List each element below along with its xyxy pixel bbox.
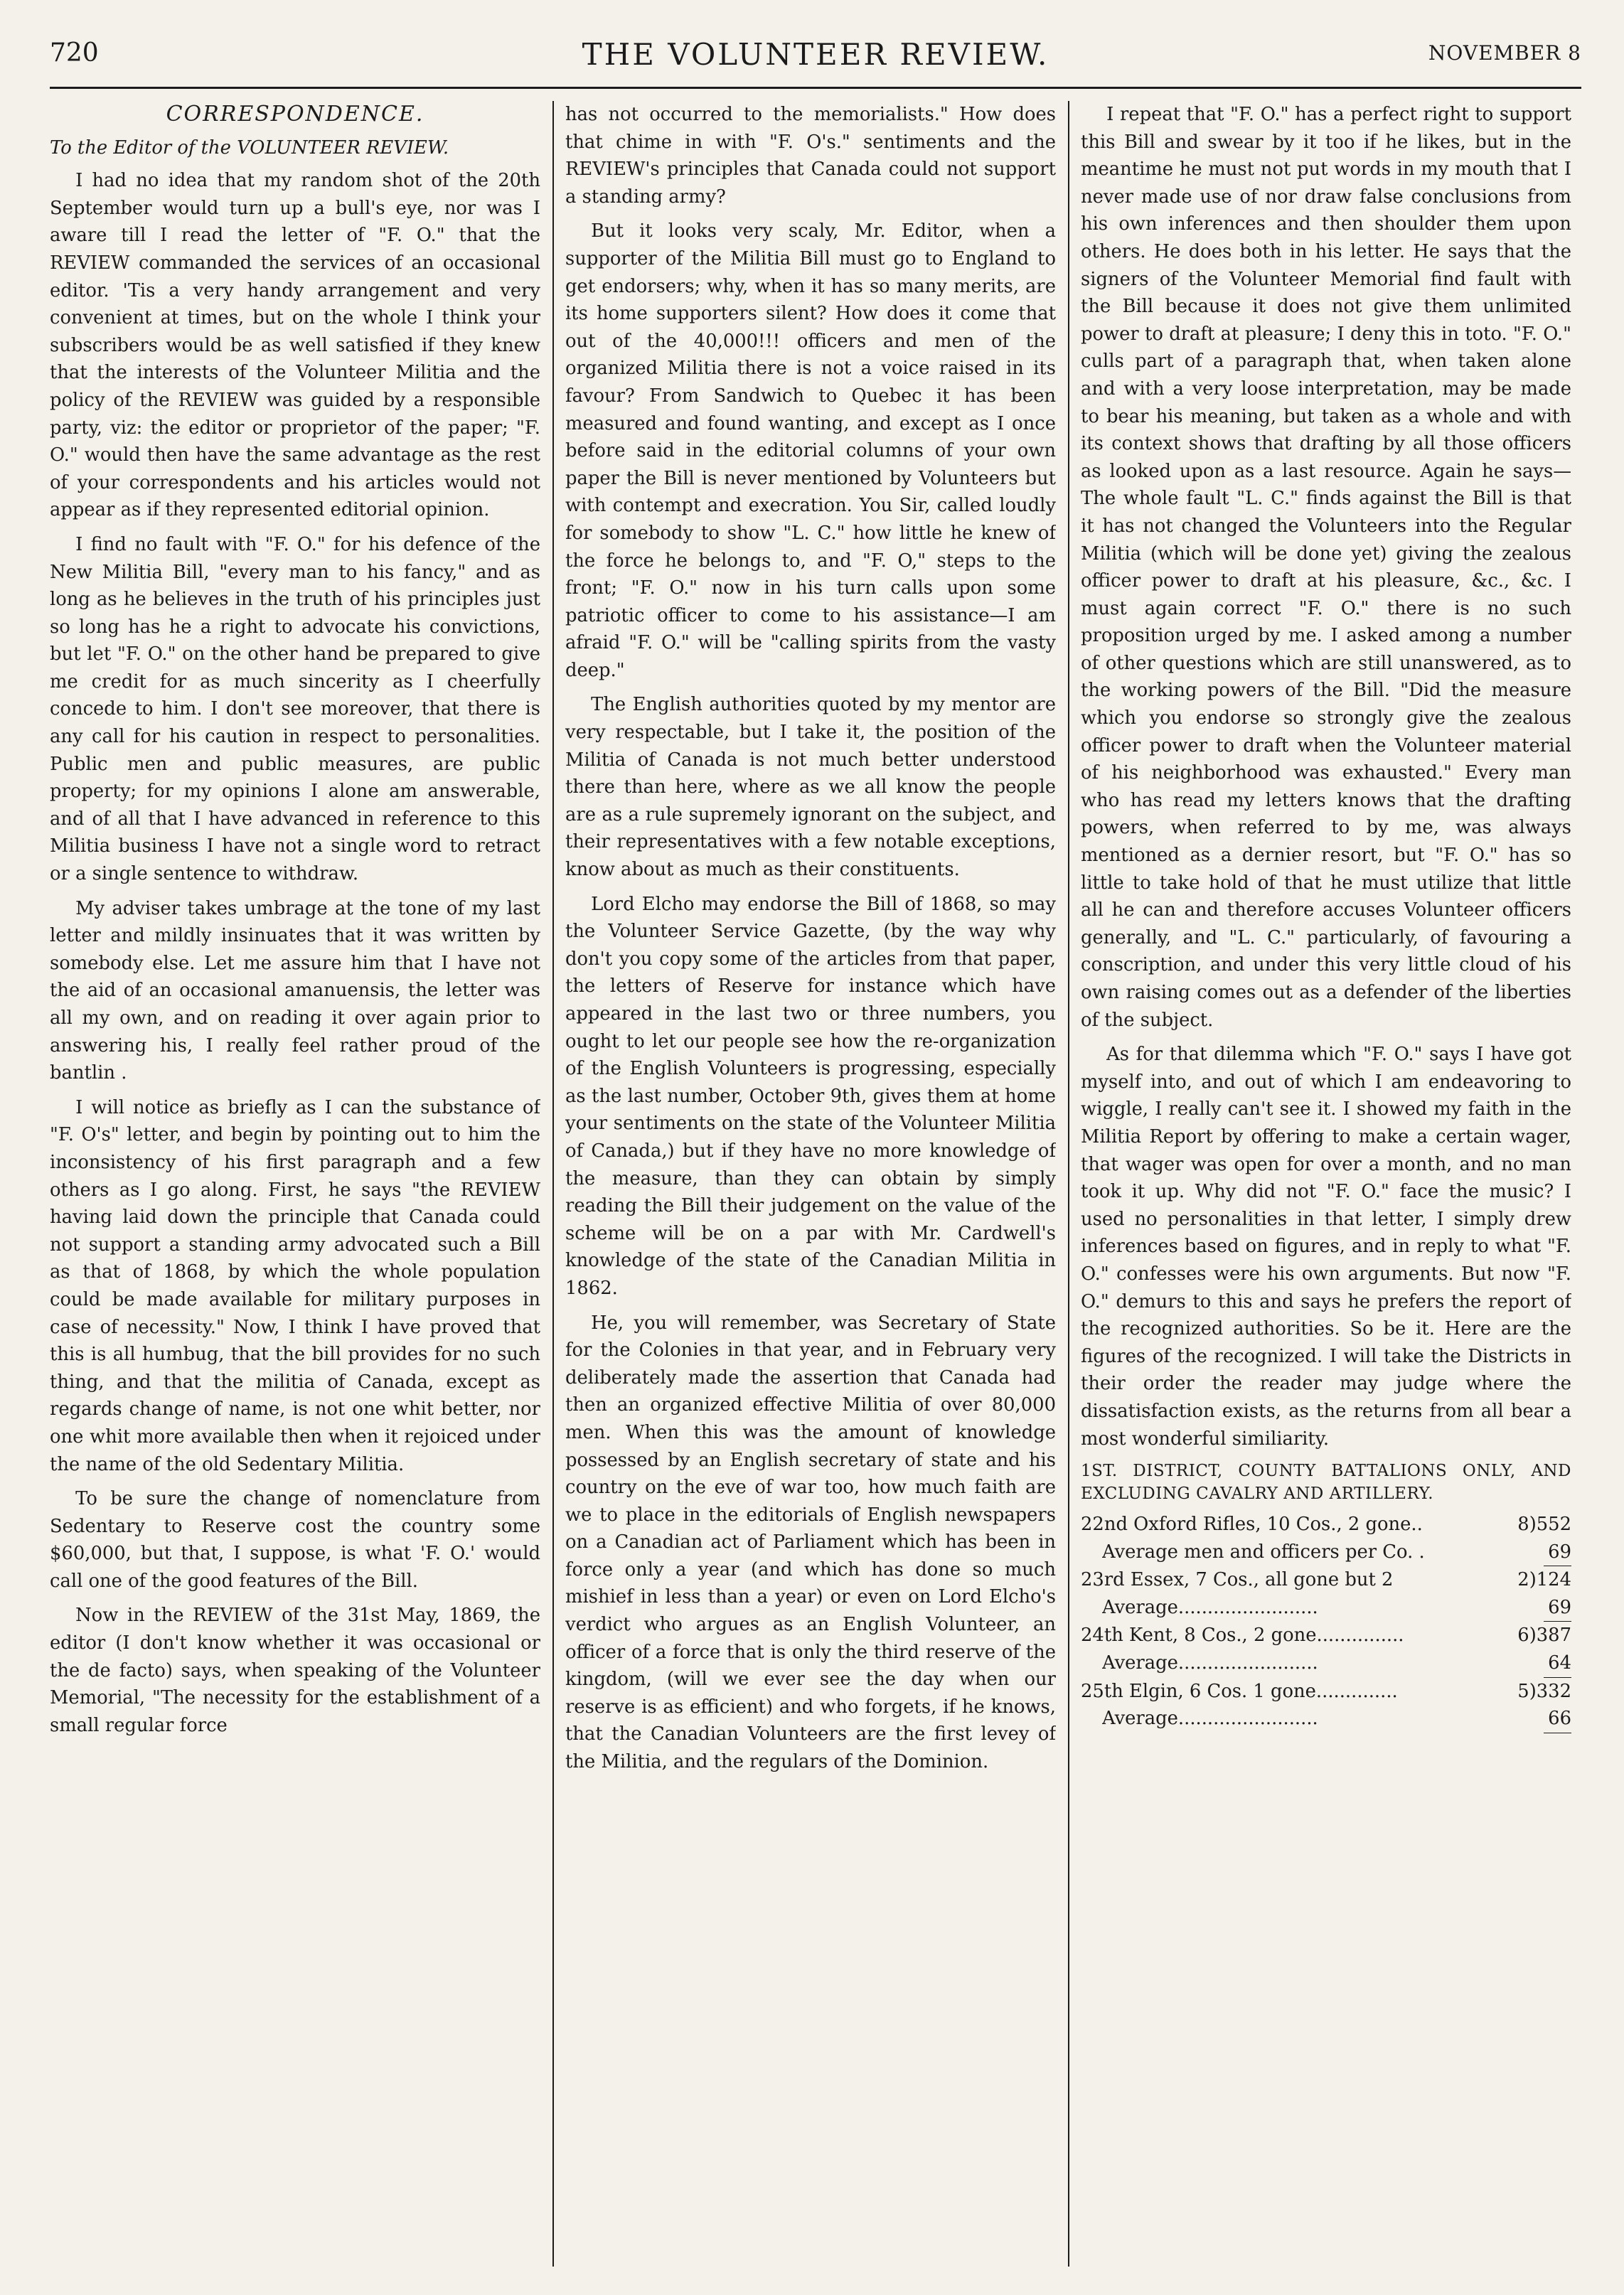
paragraph: I will notice as briefly as I can the substance of "F. O's" letter, and begin by pointing out to him the inconsistency of his first paragraph and a few others as I go along. First, he says "the REVIEW having laid down the principle that Canada could not support a standing army advocated such a Bill as that of 1868, by which the whole population could be made available for military purposes in case of necessity." Now, I think I have proved that this is all humbug, that the bill provides for no such thing, and that the militia of Canada, except as regards change of name, is not one whit better, nor one whit more available then when it rejoiced under the name of the old Sedentary Militia. (50, 1096, 540, 1475)
row-value: 5)332 (1517, 1680, 1571, 1702)
column-divider (552, 101, 554, 2267)
page-header (50, 26, 1581, 89)
salutation: To the Editor of the VOLUNTEER REVIEW. (50, 137, 449, 159)
row-label: 22nd Oxford Rifles, 10 Cos., 2 gone.. (1081, 1514, 1423, 1536)
paragraph: He, you will remember, was Secretary of State for the Colonies in that year, and in February very deliberately made the assertion that Canada had then an organized effective Militia of over 80,000 men. When this was the amount of knowledge possessed by an English secretary of state and his country on the eve of war too, how much faith are we to place in the editorials of English newspapers on a Canadian act of Parliament which has been in force only a year (and which has done so much mishief in less than a year) or even on Lord Elcho's verdict who argues as an English Volunteer, an officer of a force that is only the third reserve of the kingdom, (will we ever see the day when our reserve is as efficient) and who forgets, if he knows, that the Canadian Volunteers are the first levey of the Militia, and the regulars of the Dominion. (565, 1312, 1056, 1773)
row-value: 6)387 (1517, 1625, 1571, 1647)
row-value: 69 (1544, 1539, 1571, 1567)
table-row (1081, 1705, 1571, 1733)
masthead-title: THE VOLUNTEER REVIEW. (582, 37, 1049, 72)
row-label: 25th Elgin, 6 Cos. 1 gone.............. (1081, 1680, 1398, 1702)
paragraph: I had no idea that my random shot of the 20th September would turn up a bull's eye, nor was I aware till I read the letter of "F. O." that the REVIEW commanded the services of an occasional editor. 'Tis a very handy arrangement and very convenient at times, but on the whole I think your subscribers would be as well satisfied if they knew that the interests of the Volunteer Militia and the policy of the REVIEW was guided by a responsible party, viz: the editor or proprietor of the paper; "F. O." would then have the same advantage as the rest of your correspondents and his articles would not appear as if they represented editorial opinion. (50, 170, 540, 521)
article-columns (50, 101, 1581, 2267)
table-row (1081, 1566, 1571, 1594)
table-row (1081, 1511, 1571, 1539)
table-row (1081, 1594, 1571, 1622)
paragraph: has not occurred to the memorialists." How does that chime in with "F. O's." sentiments and the REVIEW's principles that Canada could not support a standing army? (565, 104, 1056, 208)
row-label: Average........................ (1102, 1596, 1318, 1618)
row-label: Average........................ (1102, 1708, 1318, 1730)
row-label: Average........................ (1102, 1652, 1318, 1674)
returns-table (1081, 1511, 1571, 1733)
column-1 (50, 101, 540, 2267)
row-label: 23rd Essex, 7 Cos., all gone but 2 (1081, 1569, 1394, 1591)
paragraph: I repeat that "F. O." has a perfect right to support this Bill and swear by it too if he likes, but in the meantime he must not put words in my mouth that I never made use of nor draw false conclusions from his own inferences and then shoulder them upon others. He does both in his letter. He says that the signers of the Volunteer Memorial find fault with the Bill because it does not give them unlimited power to draft at pleasure; I deny this in toto. "F. O." culls part of a paragraph that, when taken alone and with a very loose interpretation, may be made to bear his meaning, but taken as a whole and with its context shows that drafting by all those officers as looked upon as a last resource. Again he says—The whole fault "L. C." finds against the Bill is that it has not changed the Volunteers into the Regular Militia (which will be done yet) giving the zealous officer power to draft at his pleasure, &c., &c. I must again correct "F. O." there is no such proposition urged by me. I asked among a number of other questions which are still unanswered, as to the working powers of the Bill. "Did the measure which you endorse so strongly give the zealous officer power to draft when the Volunteer material of his neighborhood was exhausted." Every man who has read my letters knows that the drafting powers, when referred to by me, was always mentioned as a dernier resort, but "F. O." has so little to take hold of that he must utilize that little all he can and therefore accuses Volunteer officers generally, and "L. C." particularly, of favouring a conscription, and under this very little cloud of his own raising comes out as a defender of the liberties of the subject. (1081, 104, 1571, 1031)
table-row (1081, 1622, 1571, 1649)
issue-date: NOVEMBER 8 (1428, 41, 1581, 65)
row-label: 24th Kent, 8 Cos., 2 gone............... (1081, 1625, 1404, 1647)
paragraph: Lord Elcho may endorse the Bill of 1868, so may the Volunteer Service Gazette, (by the way why don't you copy some of the articles from that paper, the letters of Reserve for instance which have appeared in the last two or three numbers, you ought to let our people see how the re-organization of the English Volunteers is progressing, especially as the last number, October 9th, gives them at home your sentiments on the state of the Volunteer Militia of Canada,) but if they have no more knowledge of the measure, than they can obtain by simply reading the Bill their judgement on the value of the scheme will be on a par with Mr. Cardwell's knowledge of the state of the Canadian Militia in 1862. (565, 893, 1056, 1299)
row-value: 2)124 (1517, 1569, 1571, 1591)
row-value: 64 (1544, 1649, 1571, 1678)
column-3 (1081, 101, 1571, 2267)
table-row (1081, 1678, 1571, 1706)
row-value: 8)552 (1517, 1514, 1571, 1536)
row-value: 66 (1544, 1705, 1571, 1733)
paragraph: To be sure the change of nomenclature from Sedentary to Reserve cost the country some $60,000, but that, I suppose, is what 'F. O.' would call one of the good features of the Bill. (50, 1488, 540, 1592)
section-heading: CORRESPONDENCE. (166, 102, 424, 127)
row-label: Average men and officers per Co. . (1102, 1541, 1425, 1563)
paragraph: The English authorities quoted by my mentor are very respectable, but I take it, the position of the Militia of Canada is not much better understood there than here, where as we all know the people are as a rule supremely ignorant on the subject, and their representatives with a few notable exceptions, know about as much as their constituents. (565, 694, 1056, 881)
page-number: 720 (50, 38, 99, 68)
paragraph: As for that dilemma which "F. O." says I have got myself into, and out of which I am endeavoring to wiggle, I really can't see it. I showed my faith in the Militia Report by offering to make a certain wager, that wager was open for over a month, and no man took it up. Why did not "F. O." face the music? I used no personalities in that letter, I simply drew inferences based on figures, and in reply to what "F. O." confesses were his own arguments. But now "F. O." demurs to this and says he prefers the report of the recognized authorities. So be it. Here are the figures of the recognized. I will take the Districts in their order the reader may judge where the dissatisfaction exists, as the returns from all bear a most wonderful similiarity. (1081, 1044, 1571, 1450)
paragraph: Now in the REVIEW of the 31st May, 1869, the editor (I don't know whether it was occasional or the de facto) says, when speaking of the Volunteer Memorial, "The necessity for the establishment of a small regular force (50, 1605, 540, 1736)
column-divider (1068, 101, 1069, 2267)
table-row (1081, 1649, 1571, 1678)
column-2 (565, 101, 1056, 2267)
row-value: 69 (1544, 1594, 1571, 1622)
table-heading: 1ST. DISTRICT, COUNTY BATTALIONS ONLY, AND EXCLUDING CAVALRY AND ARTILLERY. (1081, 1462, 1571, 1504)
table-row (1081, 1539, 1571, 1567)
paragraph: I find no fault with "F. O." for his defence of the New Militia Bill, "every man to his fancy," and as long as he believes in the truth of his principles just so long has he a right to advocate his convictions, but let "F. O." on the other hand be prepared to give me credit for as much sincerity as I cheerfully concede to him. I don't see moreover, that there is any call for his caution in respect to personalities. Public men and public measures, are public property; for my opinions I alone am answerable, and of all that I have advanced in reference to this Militia business I have not a single word to retract or a single sentence to withdraw. (50, 533, 540, 885)
paragraph: But it looks very scaly, Mr. Editor, when a supporter of the Militia Bill must go to England to get endorsers; why, when it has so many merits, are its home supporters silent? How does it come that out of the 40,000!!! officers and men of the organized Militia there is not a voice raised in its favour? From Sandwich to Quebec it has been measured and found wanting, and except as I once before said in the editorial columns of your own paper the Bill is never mentioned by Volunteers but with contempt and execration. You Sir, called loudly for somebody to show "L. C." how little he knew of the force he belongs to, and "F. O," steps to the front; "F. O." now in his turn calls upon some patriotic officer to come to his assistance—I am afraid "F. O." will be "calling spirits from the vasty deep." (565, 220, 1056, 681)
paragraph: My adviser takes umbrage at the tone of my last letter and mildly insinuates that it was written by somebody else. Let me assure him that I have not the aid of an occasional amanuensis, the letter was all my own, and on reading it over again prior to answering his, I really feel rather proud of the bantlin . (50, 897, 540, 1084)
